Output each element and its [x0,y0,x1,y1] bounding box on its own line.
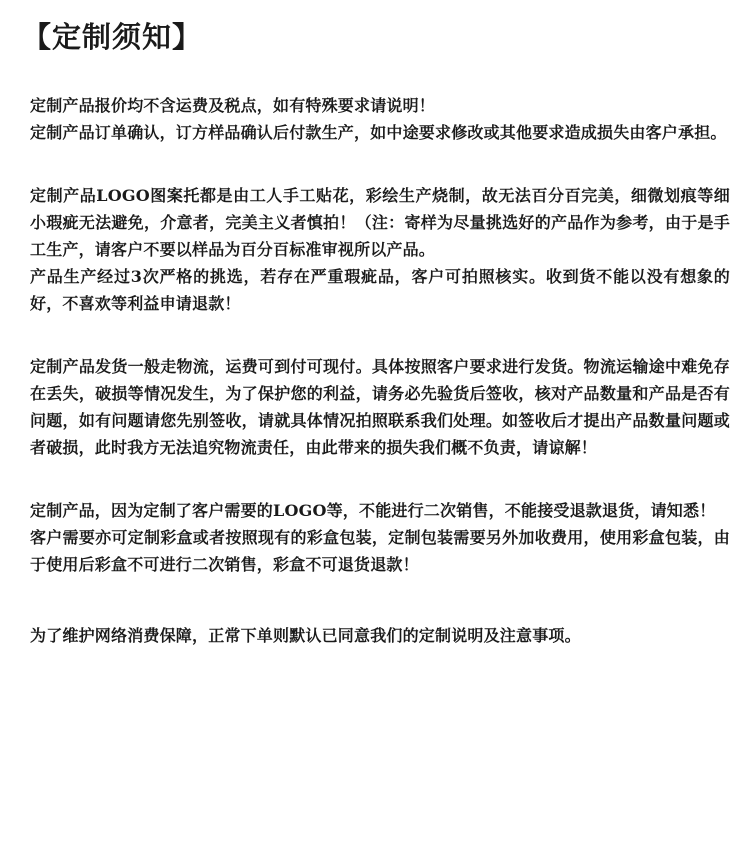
section-agreement [30,622,730,649]
page-title: 【定制须知】 [22,20,203,54]
paragraph-shipping: 定制产品发货一般走物流，运费可到付可现付。具体按照客户要求进行发货。物流运输途中难免存在丢失，破损等情况发生，为了保护您的利益，请务必先验货后签收，核对产品数量和产品是否有问题，如有问题请您先别签收，请就具体情况拍照联系我们处理。如签收后才提出产品数量问题或者破损，此时我方无法追究物流责任，由此带来的损失我们概不负责，请谅解！ [30,357,730,457]
paragraph-order-confirm: 定制产品订单确认，订方样品确认后付款生产，如中途要求修改或其他要求造成损失由客户承担。 [30,123,727,142]
notice-content [30,92,730,649]
section-shipping [30,353,730,461]
section-pricing [30,92,730,146]
paragraph-gift-box: 客户需要亦可定制彩盒或者按照现有的彩盒包装，定制包装需要另外加收费用，使用彩盒包装，由于使用后彩盒不可进行二次销售，彩盒不可退货退款！ [30,528,730,574]
paragraph-no-returns: 定制产品，因为定制了客户需要的LOGO等，不能进行二次销售，不能接受退款退货，请知悉！ [30,501,716,520]
paragraph-price-note: 定制产品报价均不含运费及税点，如有特殊要求请说明！ [30,96,436,115]
paragraph-handmade-logo: 定制产品LOGO图案托都是由工人手工贴花，彩绘生产烧制，故无法百分百完美，细微划痕等细小瑕疵无法避免，介意者，完美主义者慎拍！（注：寄样为尽量挑选好的产品作为参考，由于是手工生产，请客户不要以样品为百分百标准审视所以产品。 [30,186,730,259]
paragraph-inspection: 产品生产经过3次严格的挑选，若存在严重瑕疵品，客户可拍照核实。收到货不能以没有想象的好，不喜欢等利益申请退款！ [30,267,730,313]
paragraph-agreement: 为了维护网络消费保障，正常下单则默认已同意我们的定制说明及注意事项。 [30,626,581,645]
section-quality [30,182,730,317]
section-returns [30,497,730,578]
